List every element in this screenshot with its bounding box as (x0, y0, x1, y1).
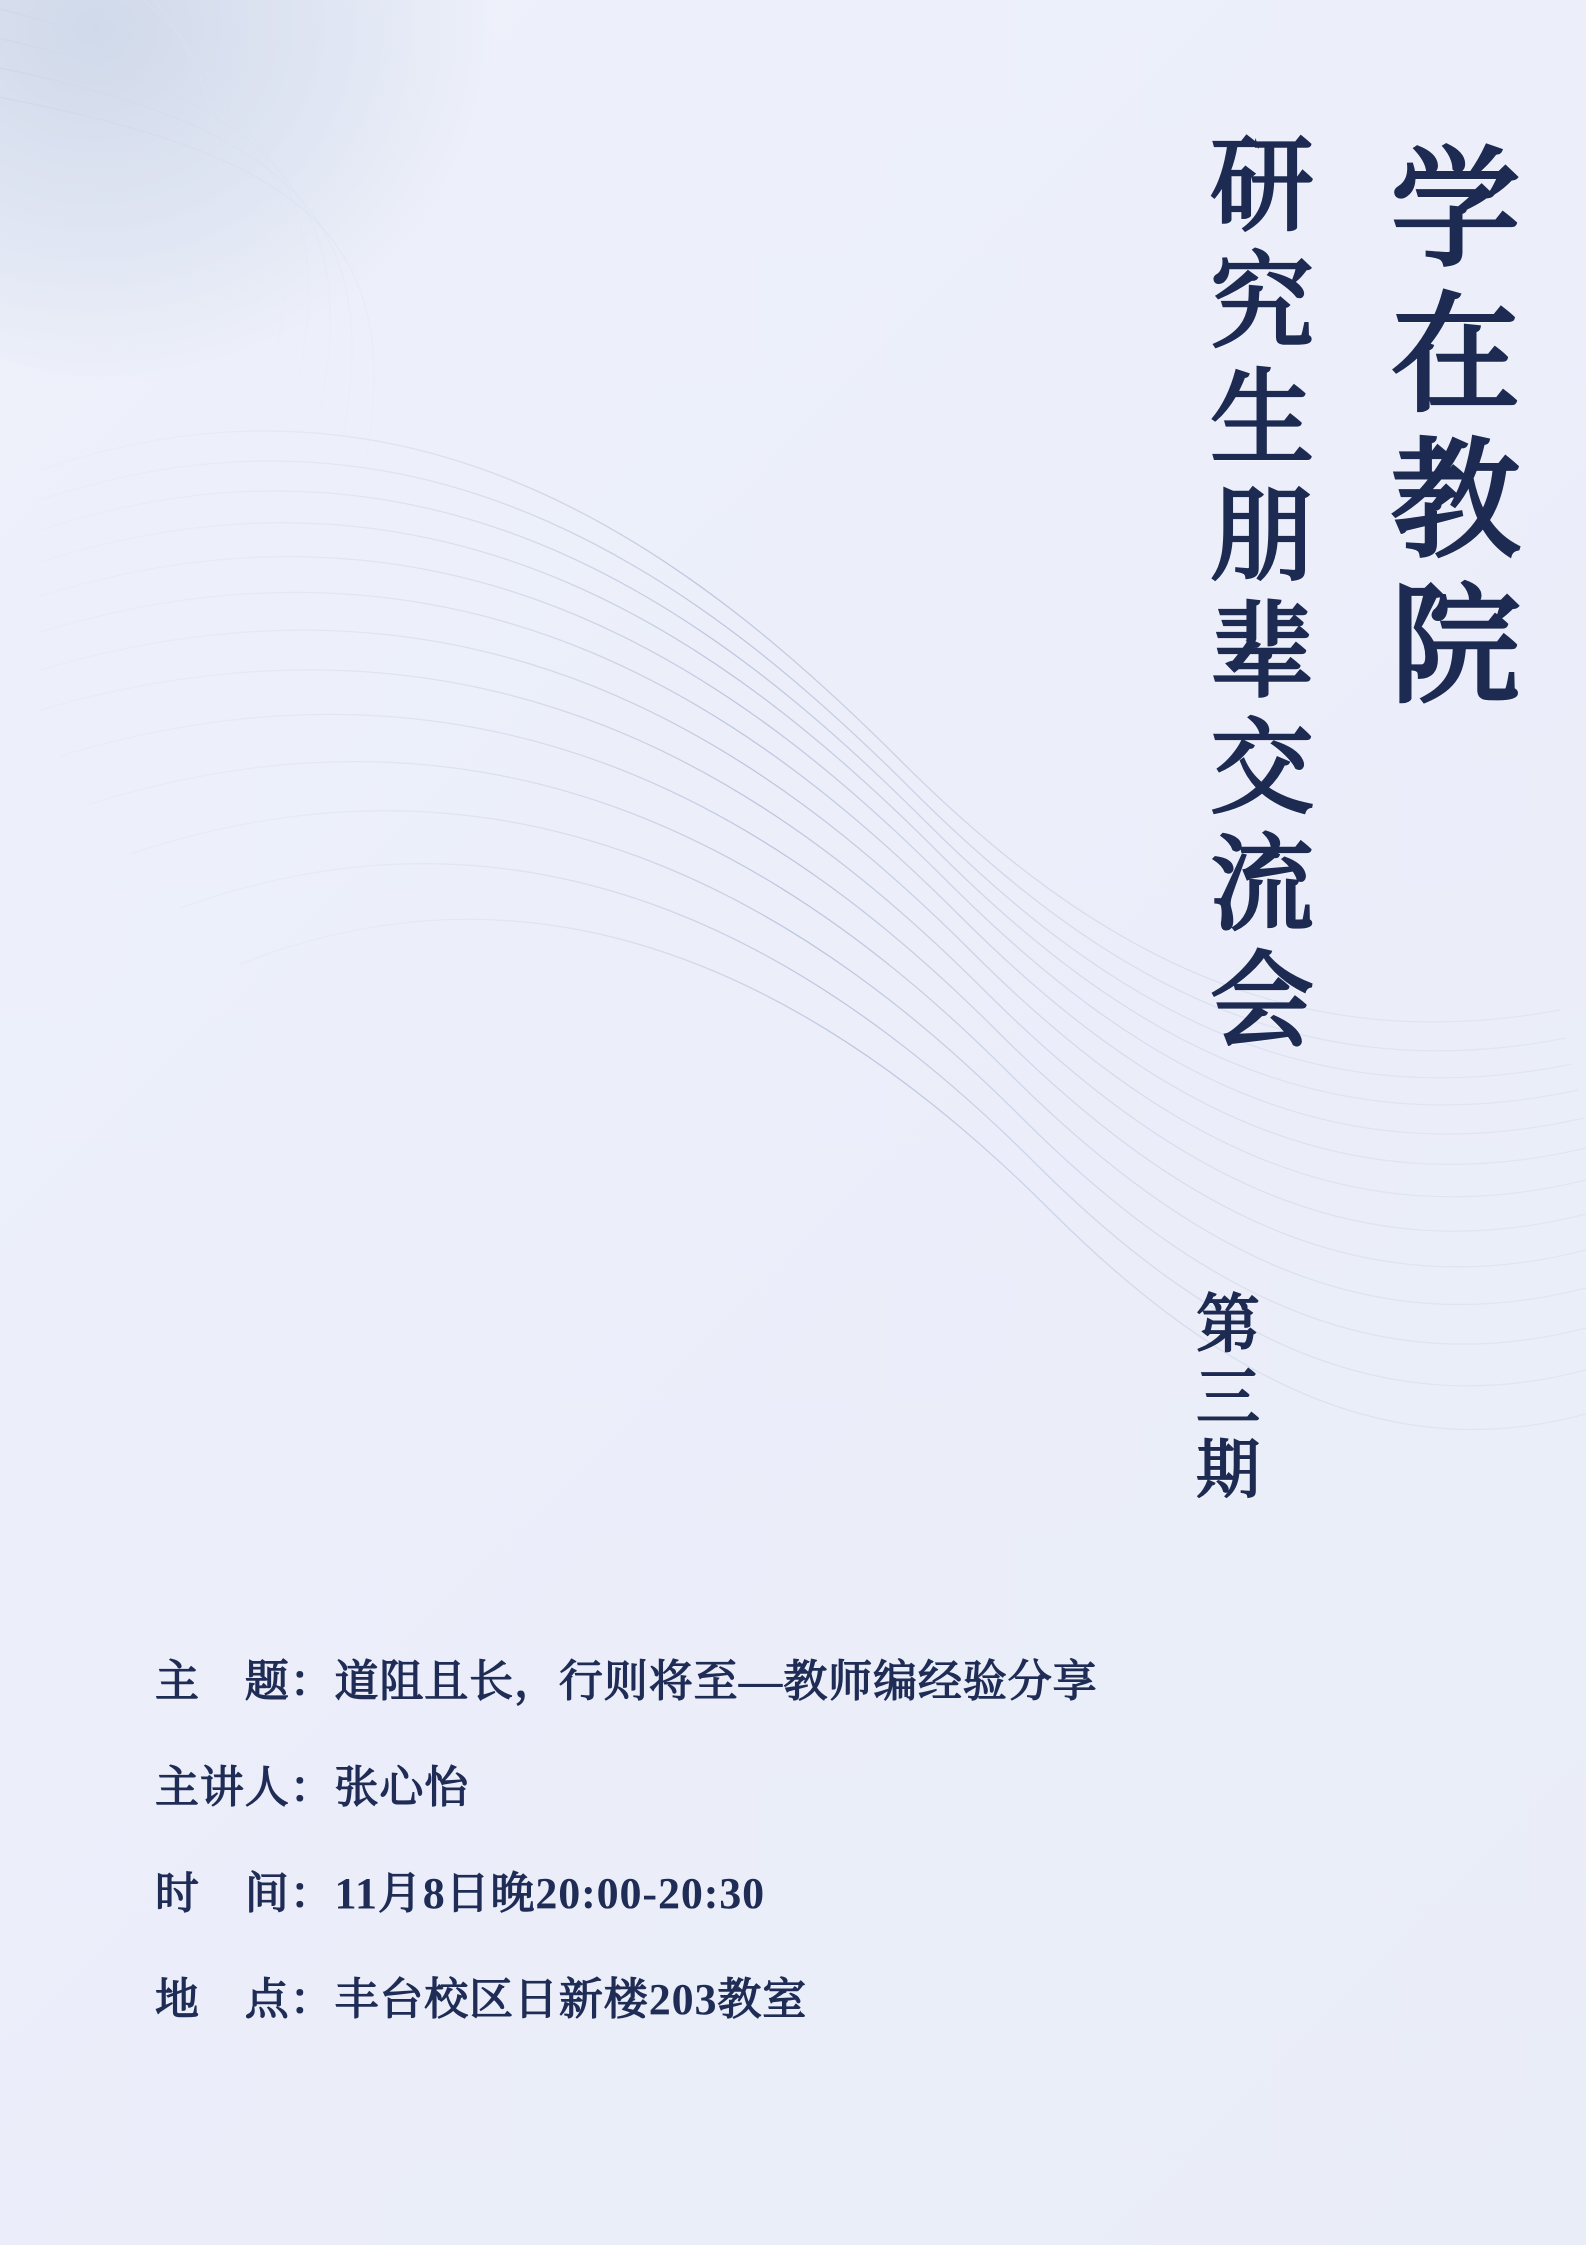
detail-label-time: 时 间： (155, 1869, 335, 1918)
detail-label-topic: 主 题： (155, 1657, 335, 1706)
vertical-title-group (866, 0, 1586, 1680)
detail-value-location: 丰台校区日新楼203教室 (334, 1975, 808, 2024)
brand-vertical-text: 学在教院 (1371, 140, 1515, 723)
event-details (155, 1645, 1455, 2069)
issue-vertical-text: 第三期 (1187, 1290, 1258, 1509)
detail-row-topic (155, 1645, 1455, 1709)
title-vertical-text: 研究生朋辈交流会 (1194, 130, 1309, 1062)
detail-label-speaker: 主讲人： (155, 1763, 335, 1812)
detail-row-speaker (155, 1751, 1455, 1815)
detail-row-location (155, 1963, 1455, 2027)
corner-gradient-blob (0, 0, 490, 380)
detail-value-time: 11月8日晚20:00-20:30 (334, 1869, 766, 1918)
detail-value-topic: 道阻且长，行则将至—教师编经验分享 (334, 1657, 1098, 1706)
detail-label-location: 地 点： (155, 1975, 335, 2024)
detail-row-time (155, 1857, 1455, 1921)
detail-value-speaker: 张心怡 (334, 1763, 470, 1812)
